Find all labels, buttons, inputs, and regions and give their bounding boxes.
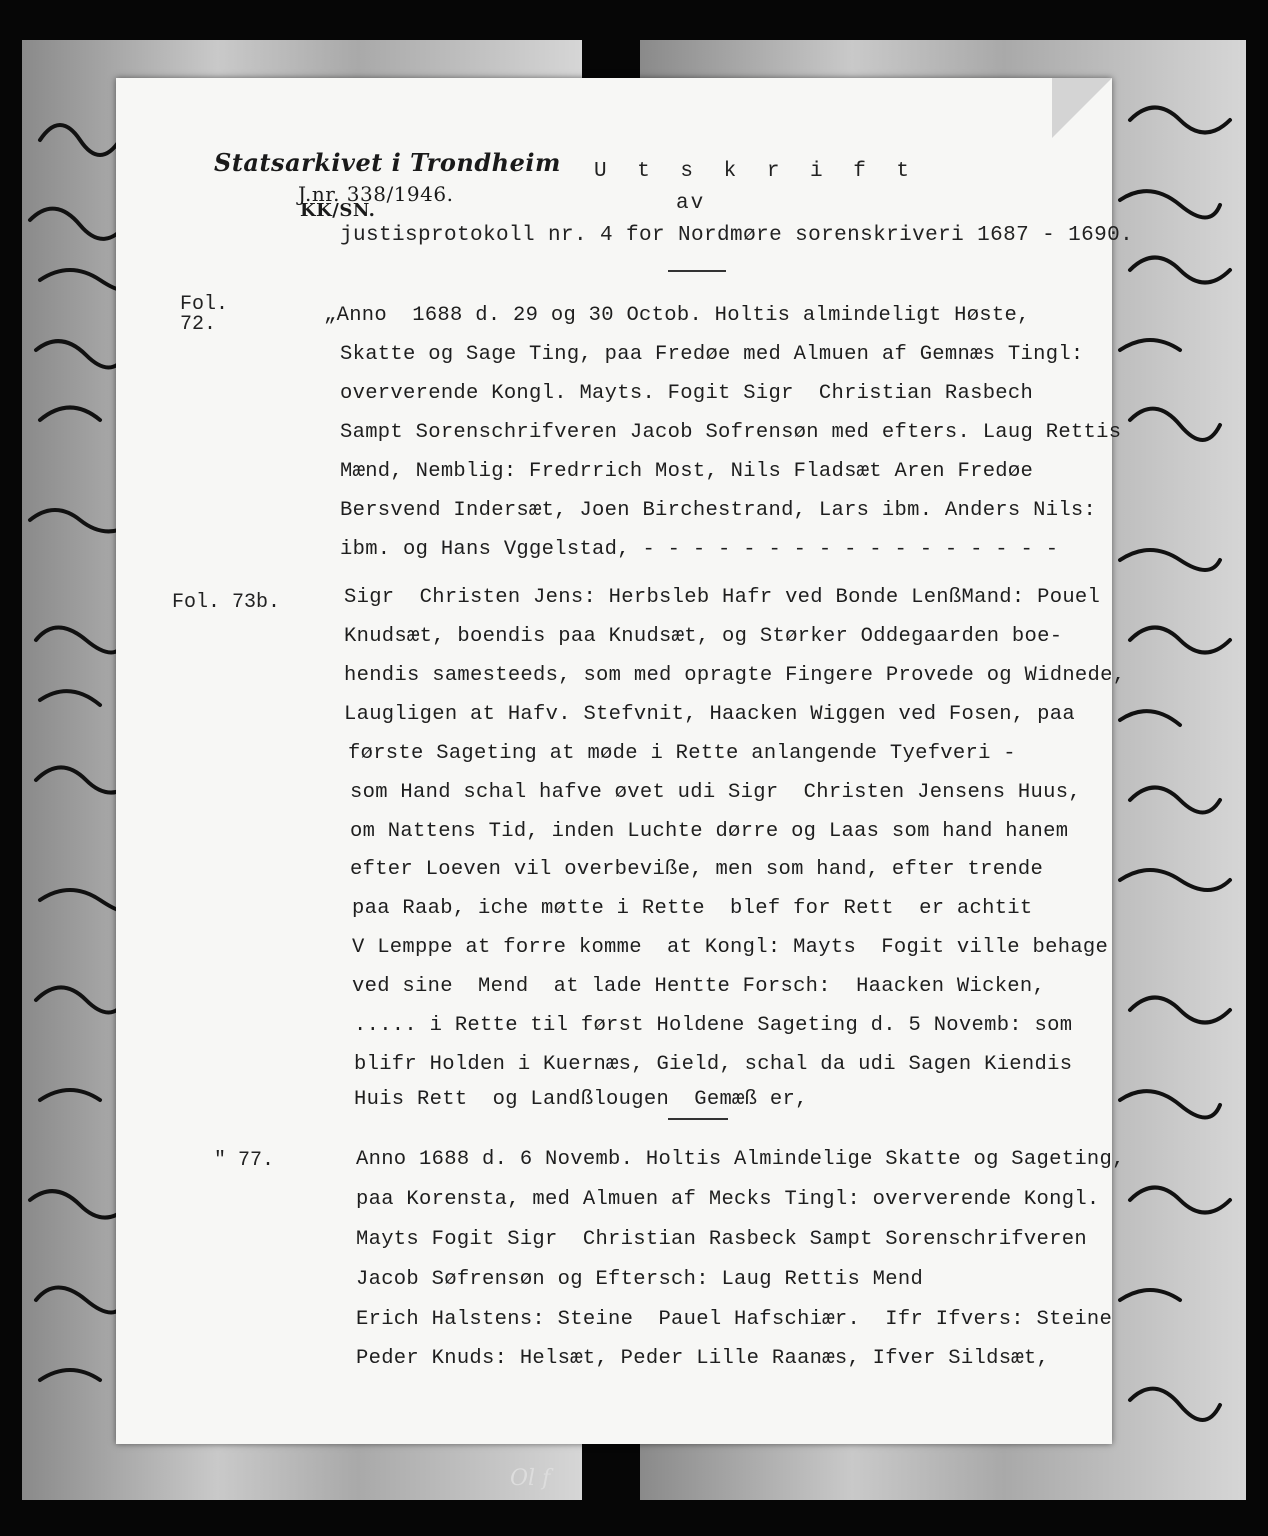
entry-2-line: efter Loeven vil overbeviße, men som hand, efter trende bbox=[350, 858, 1044, 881]
entry-1-line: oververende Kongl. Mayts. Fogit Sigr Christian Rasbech bbox=[340, 382, 1034, 405]
margin-note-72: 72. bbox=[180, 313, 217, 336]
entry-2-line: Laugligen at Hafv. Stefvnit, Haacken Wiggen ved Fosen, paa bbox=[344, 703, 1075, 726]
entry-3-line: Peder Knuds: Helsæt, Peder Lille Raanæs, Ifver Sildsæt, bbox=[356, 1347, 1050, 1370]
margin-note-fol: Fol. bbox=[180, 293, 229, 316]
entry-2-line: Sigr Christen Jens: Herbsleb Hafr ved Bonde LenßMand: Pouel bbox=[344, 586, 1101, 609]
entry-3-line: Erich Halstens: Steine Pauel Hafschiær. Ifr Ifvers: Steine bbox=[356, 1308, 1113, 1331]
entry-1-line: Bersvend Indersæt, Joen Birchestrand, Lars ibm. Anders Nils: bbox=[340, 499, 1097, 522]
margin-note-77: " 77. bbox=[214, 1149, 275, 1172]
entry-2-line: første Sageting at møde i Rette anlangende Tyefveri - bbox=[348, 742, 1016, 765]
entry-2-line: blifr Holden i Kuernæs, Gield, schal da udi Sagen Kiendis bbox=[354, 1053, 1073, 1076]
entry-2-line: V Lemppe at forre komme at Kongl: Mayts Fogit ville behage bbox=[352, 936, 1109, 959]
archive-stamp: Statsarkivet i Trondheim bbox=[214, 148, 561, 177]
divider-bottom bbox=[668, 1118, 728, 1120]
entry-1-line: Sampt Sorenschrifveren Jacob Sofrensøn med efters. Laug Rettis bbox=[340, 421, 1122, 444]
initials-stamp: KK/SN. bbox=[300, 200, 376, 221]
document-subtitle: justisprotokoll nr. 4 for Nordmøre sorenskriveri 1687 - 1690. bbox=[340, 224, 1134, 247]
entry-2-line: Knudsæt, boendis paa Knudsæt, og Størker Oddegaarden boe- bbox=[344, 625, 1063, 648]
entry-2-line: paa Raab, ichе møtte i Rette blef for Rett er achtit bbox=[352, 897, 1033, 920]
entry-2-line: om Nattens Tid, inden Luchte dørre og Laas som hand hanem bbox=[350, 820, 1069, 843]
journal-number: J.nr. 338/1946. bbox=[298, 182, 454, 206]
entry-1-line: Skatte og Sage Ting, paa Fredøe med Almuen af Gemnæs Tingl: bbox=[340, 343, 1084, 366]
document-heading-av: av bbox=[676, 192, 706, 215]
document-heading: U t s k r i f t bbox=[594, 160, 919, 183]
footer-handwritten-mark: Ol f bbox=[510, 1466, 551, 1491]
entry-1-line: ibm. og Hans Vggelstad, - - - - - - - - - - - - - - - - - bbox=[340, 538, 1059, 561]
entry-2-line: ved sine Mend at lade Hentte Forsch: Haacken Wicken, bbox=[352, 975, 1046, 998]
entry-1-line: Mænd, Nemblig: Fredrrich Most, Nils Fladsæt Aren Fredøe bbox=[340, 460, 1034, 483]
divider-top bbox=[668, 270, 726, 272]
entry-3-line: Mayts Fogit Sigr Christian Rasbeck Sampt Sorenschrifveren bbox=[356, 1228, 1087, 1251]
entry-2-line: som Hand schal hafve øvet udi Sigr Christen Jensens Huus, bbox=[350, 781, 1081, 804]
entry-1-line: „Anno 1688 d. 29 og 30 Octob. Holtis almindeligt Høste, bbox=[324, 304, 1030, 327]
margin-note-fol-73b: Fol. 73b. bbox=[172, 591, 281, 614]
entry-2-line: hendis samesteeds, som med opragte Fingere Provede og Widnede, bbox=[344, 664, 1126, 687]
entry-3-line: paa Korensta, med Almuen af Mecks Tingl: oververende Kongl. bbox=[356, 1188, 1100, 1211]
entry-3-line: Anno 1688 d. 6 Novemb. Holtis Almindelige Skatte og Sageting, bbox=[356, 1148, 1125, 1171]
folded-corner bbox=[1052, 78, 1112, 138]
entry-2-line: Huis Rett og Landßlougen Gemæß er, bbox=[354, 1088, 808, 1111]
entry-3-line: Jacob Søfrensøn og Eftersch: Laug Rettis Mend bbox=[356, 1268, 924, 1291]
entry-2-line: ..... i Rette til først Holdene Sageting d. 5 Novemb: som bbox=[354, 1014, 1073, 1037]
